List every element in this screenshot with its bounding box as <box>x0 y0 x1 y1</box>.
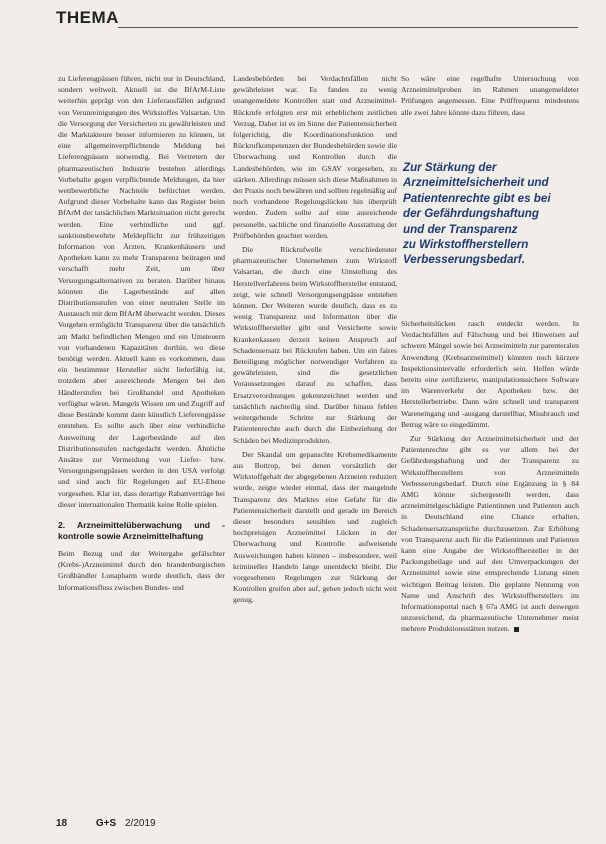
page-footer <box>56 818 156 829</box>
body-paragraph: Sicherheitslücken rasch entdeckt werden. In Verdachtsfällen auf Fälschung und bei Hinweisen auf schwere Mängel sowie bei Arzneimitteln zur parenteralen Anwendung (Krebsarzneimittel) könnten noch kürzere Inspektionsintervalle erforderlich sein. Helfen würde bereits eine zertifizierte, manipulationssichere Software im Warenverkehr der Apotheken bzw. der Herstellerbetriebe. Dann wäre schnell und transparent Wareneingang und -ausgang darstellbar, Missbrauch und Betrug wäre so eingedämmt. <box>401 319 579 429</box>
body-paragraph: Beim Bezug und der Weitergabe gefälschter (Krebs-)Arzneimittel durch den brandenburgischen Großhändler Lunapharm wurde deutlich, dass der Informationsfluss zwischen Bundes- und <box>58 548 225 592</box>
column-3-bottom <box>401 318 579 808</box>
body-paragraph: Landesbehörden bei Verdachtsfällen nicht gewährleistet war. Es fanden zu wenig unangemeldete Kontrollen statt und Arzneimittel-Rückrufe erfolgten erst mit erheblichem zeitlichen Verzug. Daher ist es im Sinne der Patientensicherheit folgerichtig, die Koordinationsfunktion und Rückrufkompetenzen der Bundesbehörden sowie die Überwachung und Kontrollen durch die Landesbehörden, wie im GSAV vorgesehen, zu stärken. Allerdings müssen sich diese Maßnahmen in der Praxis noch bewähren und sollten regelmäßig auf noch vorhandene Regelungslücken hin überprüft werden. Zudem sollte auf eine ausreichende personelle, sachliche und finanzielle Ausstattung der Prüfbehörden geachtet werden. <box>233 74 397 240</box>
pull-quote-line: zu Wirkstoffherstellern <box>403 238 529 252</box>
page-number: 18 <box>56 818 68 829</box>
section-subheading: 2. Arzneimittelüberwachung und -kontrolle sowie Arzneimittelhaftung <box>58 519 225 541</box>
body-paragraph: So wäre eine regelhafte Untersuchung von Arzneimittelproben im Rahmen unangemeldeter Prüfungen angemessen. Eine Prüffrequenz mindestens alle zwei Jahre könnte dazu führen, dass <box>401 74 579 117</box>
pull-quote-line: Arzneimittelsicherheit und <box>403 176 549 190</box>
pull-quote-line: und der Transparenz <box>403 222 518 236</box>
body-paragraph-text: Zur Stärkung der Arzneimittelsicherheit und der Patientenrechte gibt es vor allem bei der Gefährdungshaftung und der Transparenz zu Wirkstoffherstellern von Arzneimitteln Verbesserungsbedarf. Durch eine Ergänzung in § 84 AMG könnte sichergestellt werden, dass arzneimittelgeschädigte Patientinnen und Patienten auch in Deutschland eine Chance erhalten, Schadensersatzansprüche durchzusetzen. Zur Erhöhung von Transparenz auch für die Patientinnen und Patienten kann eine Angabe der Wirkstoffhersteller in der Packungsbeilage und auf den Umverpackungen der Arzneimittel sowie eine entsprechende Listung einen wichtigen Beitrag leisten. Die geplante Nennung von Name und Anschrift des Wirkstoffherstellers im Informationsportal nach § 67a AMG ist auch deswegen unzureichend, da pharmazeutische Unternehmer meist mehrere Produktionsstätten nutzen. <box>401 434 579 634</box>
column-1 <box>58 73 225 808</box>
body-paragraph <box>401 433 579 635</box>
magazine-name: G+S <box>95 818 117 829</box>
column-3-top <box>401 73 579 135</box>
header-rule <box>118 27 578 28</box>
body-paragraph: Die Rückrufwelle verschiedenster pharmazeutischer Unternehmen zum Wirkstoff Valsartan, die durch eine Umstellung des Herstellverfahrens beim Wirkstoffhersteller entstand, zeigt, wie schnell Versorgungsengpässe entstehen können. Der Weiteren wurde deutlich, dass es zu wenig Transparenz und Information über die Wirkstoffhersteller gibt und Versicherte sowie Krankenkassen derzeit keinen Anspruch auf Schadensersatz bei Rückrufen haben. Um ein faires Beteiligung möglicher notwendiger Verfahren zu gewährleisten, sind die gesetzlichen Voraussetzungen darauf zu schaffen, dass Ersatzverordnungen gekennzeichnet werden und tatsächlich nachteilig sind. Darüber hinaus fehlen weitergehende Schritte zur Stärkung der Patientenrechte auch durch die Einbeziehung der Schäden bei Medizinprodukten. <box>233 245 397 445</box>
body-paragraph: Der Skandal um gepanschte Krebsmedikamente aus Bottrop, bei denen vorsätzlich der Wirkstoffgehalt der abgegebenen Arzneien reduziert wurde, zeigte wieder einmal, dass der mangelnde Transparenz des Marktes eine Gefahr für die Patientensicherheit darstellt und gerade im Bereich dieser besonders sensiblen und zugleich hochpreisigen Arzneimittel Lücken in der Überwachung und Kontrolle aufweisende Ausweichungen haben können – insbesondere, weil kriminelles Handeln lange unentdeckt bleibt. Die vorgesehenen Regelungen zur Stärkung der Kontrollen greifen aber auf, gehen jedoch nicht weit genug. <box>233 449 397 605</box>
issue-number: 2/2019 <box>124 818 156 829</box>
column-2 <box>233 73 397 808</box>
pull-quote-line: Verbesserungsbedarf. <box>403 253 525 267</box>
section-header: THEMA <box>56 8 119 27</box>
pull-quote-line: Patientenrechte gibt es bei <box>403 191 551 205</box>
pull-quote-line: der Gefährdungshaftung <box>403 207 539 221</box>
end-of-article-mark <box>514 627 519 632</box>
body-paragraph: zu Lieferengpässen führen, nicht nur in Deutschland, sondern weltweit. Aktuell ist die BfArM-Liste weiterhin geprägt von den Lieferausfällen aufgrund von Verunreinigungen des Wirkstoffes Valsartan. Um die Versorgung der Versicherten zu gewährleisten und die Marktakteure besser informieren zu können, ist eine allgemeinverpflichtende Meldung bei Lieferengpässen notwendig. Bei Vertretern der pharmazeutischen Industrie bestehen allerdings Vorbehalte gegen verpflichtende Meldungen, da hier wettbewerbliche Nachteile befürchtet werden. Aufgrund dieser Vorbehalte kann das Register beim BfArM der tatsächlichen Marktsituation nicht gerecht werden. Eine verbindliche und ggf. sanktionsbewehrte Meldepflicht zur frühzeitigen Information von Ärzten, Krankenhäusern und Apotheken kann zu mehr Transparenz beitragen und verschafft mehr Zeit, um über Versorgungsalternativen zu beraten. Darüber hinaus könnten die Lagerbestände auf allen Distributionsstufen von einer neutralen Stelle im Austausch mit dem BfArM überwacht werden. Dieses Vorgehen ermöglicht Transparenz über die tatsächlich am Markt befindlichen Mengen und ein Umsteuern von vorhandenen Kapazitäten dorthin, wo diese benötigt werden. Aktuell kann es vorkommen, dass ein bestimmter Hersteller nicht lieferfähig ist, trotzdem aber ausreichende Mengen bei den Händlerstufen bei Großhandel und Apotheken verfügbar wären. Mangels Wissen um und Zugriff auf diese Bestände kommt dann künstlich Lieferengpässe entstehen. Es sollte auch über eine verbindliche Ausweitung der Lagerbestände auf den Distributionsstufen nachgedacht werden. Ähnliche Ansätze zur Vermeidung von Liefer- bzw. Versorgungsengpässen werden in den USA verfolgt und sind auch für Regelungen auf EU-Ebene vorgesehen. Klar ist, dass derartige Rabattverträge bei dieser internationalen Thematik keine Rolle spielen. <box>58 74 225 509</box>
pull-quote <box>403 160 583 268</box>
pull-quote-line: Zur Stärkung der <box>403 161 497 174</box>
